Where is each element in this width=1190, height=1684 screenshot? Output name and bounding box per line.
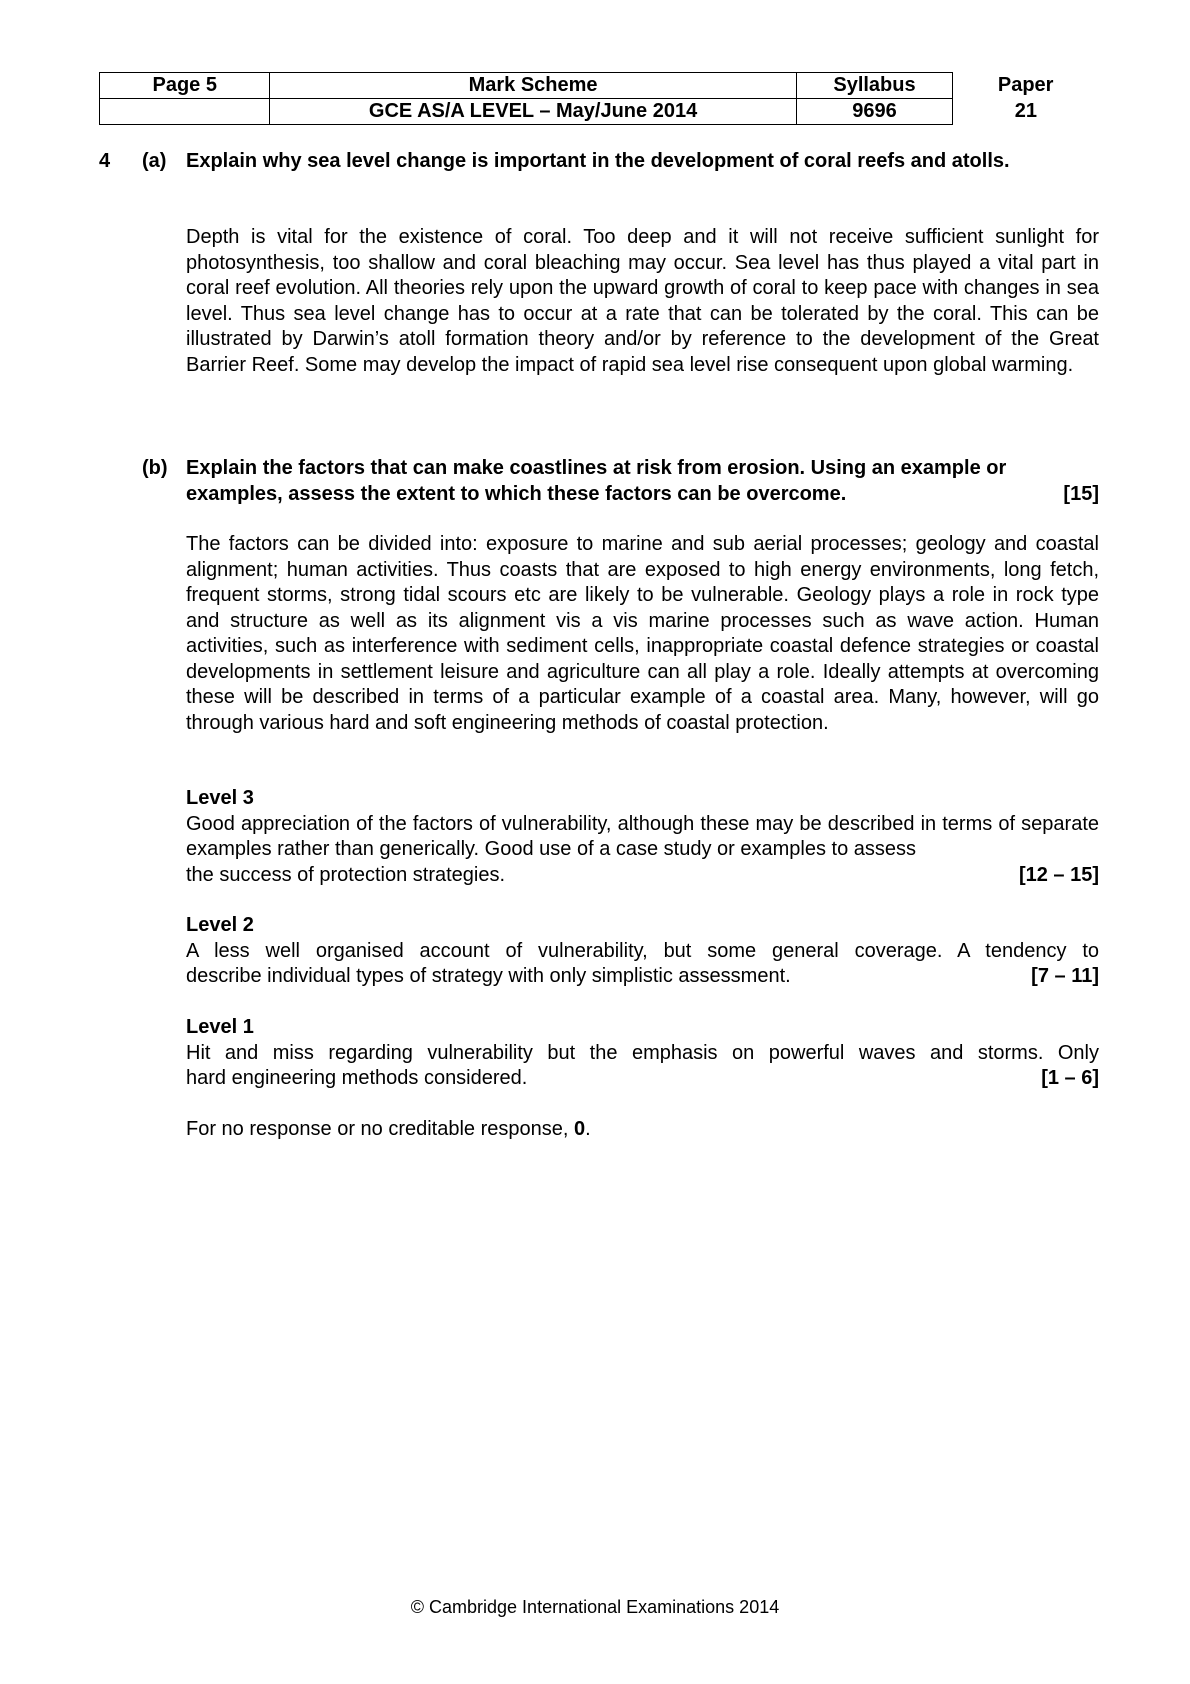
question-number: 4 [99, 150, 111, 172]
level-3-title: Level 3 [186, 787, 254, 809]
header-paper-code: 21 [1014, 100, 1038, 122]
level-3-marks: [12 – 15] [1018, 863, 1099, 886]
part-b-prompt-line2: examples, assess the extent to which these factors can be overcome. [186, 482, 847, 505]
level-2-text: A less well organised account of vulnerability, but some general coverage. A tendency to [186, 939, 1099, 962]
level-2-last-row [186, 964, 1099, 990]
header-title: Mark Scheme [270, 73, 796, 99]
part-b-marks: [15] [1063, 482, 1099, 505]
part-a-prompt: Explain why sea level change is important in the development of coral reefs and atolls. [186, 150, 1010, 172]
header-paper-label: Paper [997, 74, 1054, 96]
level-1-title: Level 1 [186, 1016, 254, 1038]
footer-copyright: © Cambridge International Examinations 2014 [410, 1597, 780, 1617]
level-2-last-line: describe individual types of strategy with only simplistic assessment. [186, 965, 791, 987]
no-response-text: For no response or no creditable response, [186, 1118, 569, 1140]
part-b-prompt-line1: Explain the factors that can make coastlines at risk from erosion. Using an example or [186, 457, 1007, 479]
level-3-last-row [186, 863, 1099, 889]
part-a-answer: Depth is vital for the existence of coral. Too deep and it will not receive sufficient sunlight for photosynthesis, too shallow and coral bleaching may occur. Sea level has thus played a vital part in coral reef evolution. All theories rely upon the upward growth of coral to keep pace with changes in sea level. Thus sea level change has to occur at a rate that can be tolerated by the coral. This can be illustrated by Darwin’s atoll formation theory and/or by reference to the development of the Great Barrier Reef. Some may develop the impact of rapid sea level rise consequent upon global warming. [186, 226, 1099, 376]
no-response-line [186, 1117, 591, 1143]
level-2-title: Level 2 [186, 914, 254, 936]
header-syllabus-code: 9696 [796, 99, 953, 125]
level-1-marks: [1 – 6] [1041, 1067, 1099, 1089]
level-3-block [186, 786, 1099, 888]
no-response-mark: 0 [574, 1118, 586, 1140]
part-b-prompt-line2-row [186, 482, 1099, 508]
level-1-last-row [186, 1066, 1099, 1092]
level-2-marks: [7 – 11] [1031, 965, 1099, 987]
level-1-text: Hit and miss regarding vulnerability but the emphasis on powerful waves and storms. Only [186, 1041, 1099, 1064]
header-page: Page 5 [100, 73, 270, 99]
header-empty-cell [100, 99, 270, 125]
part-b-answer: The factors can be divided into: exposure to marine and sub aerial processes; geology and coastal alignment; human activities. Thus coasts that are exposed to high energy environments, long fetch, frequent storms, strong tidal scours etc are likely to be vulnerable. Geology plays a role in rock type and structure as well as its alignment vis a vis marine processes such as wave action. Human activities, such as interference with sediment cells, inappropriate coastal defence strategies or coastal developments in settlement leisure and agriculture can all play a role. Ideally attempts at overcoming these will be described in terms of a particular example of a coastal area. Many, however, will go through various hard and soft engineering methods of coastal protection. [186, 533, 1099, 734]
header-table [99, 72, 1099, 128]
part-a-label: (a) [142, 150, 167, 172]
level-1-last-line: hard engineering methods considered. [186, 1067, 528, 1089]
no-response-end: . [585, 1118, 591, 1140]
part-b-prompt [186, 456, 1099, 507]
level-3-last-line: the success of protection strategies. [186, 863, 506, 886]
level-2-block [186, 913, 1099, 990]
header-syllabus-label: Syllabus [796, 73, 953, 99]
level-3-text: Good appreciation of the factors of vulnerability, although these may be described in terms of separate examples rather than generically. Good use of a case study or examples to assess [186, 812, 1099, 860]
part-b-label: (b) [142, 457, 168, 479]
header-exam: GCE AS/A LEVEL – May/June 2014 [270, 99, 796, 125]
level-1-block [186, 1015, 1099, 1092]
